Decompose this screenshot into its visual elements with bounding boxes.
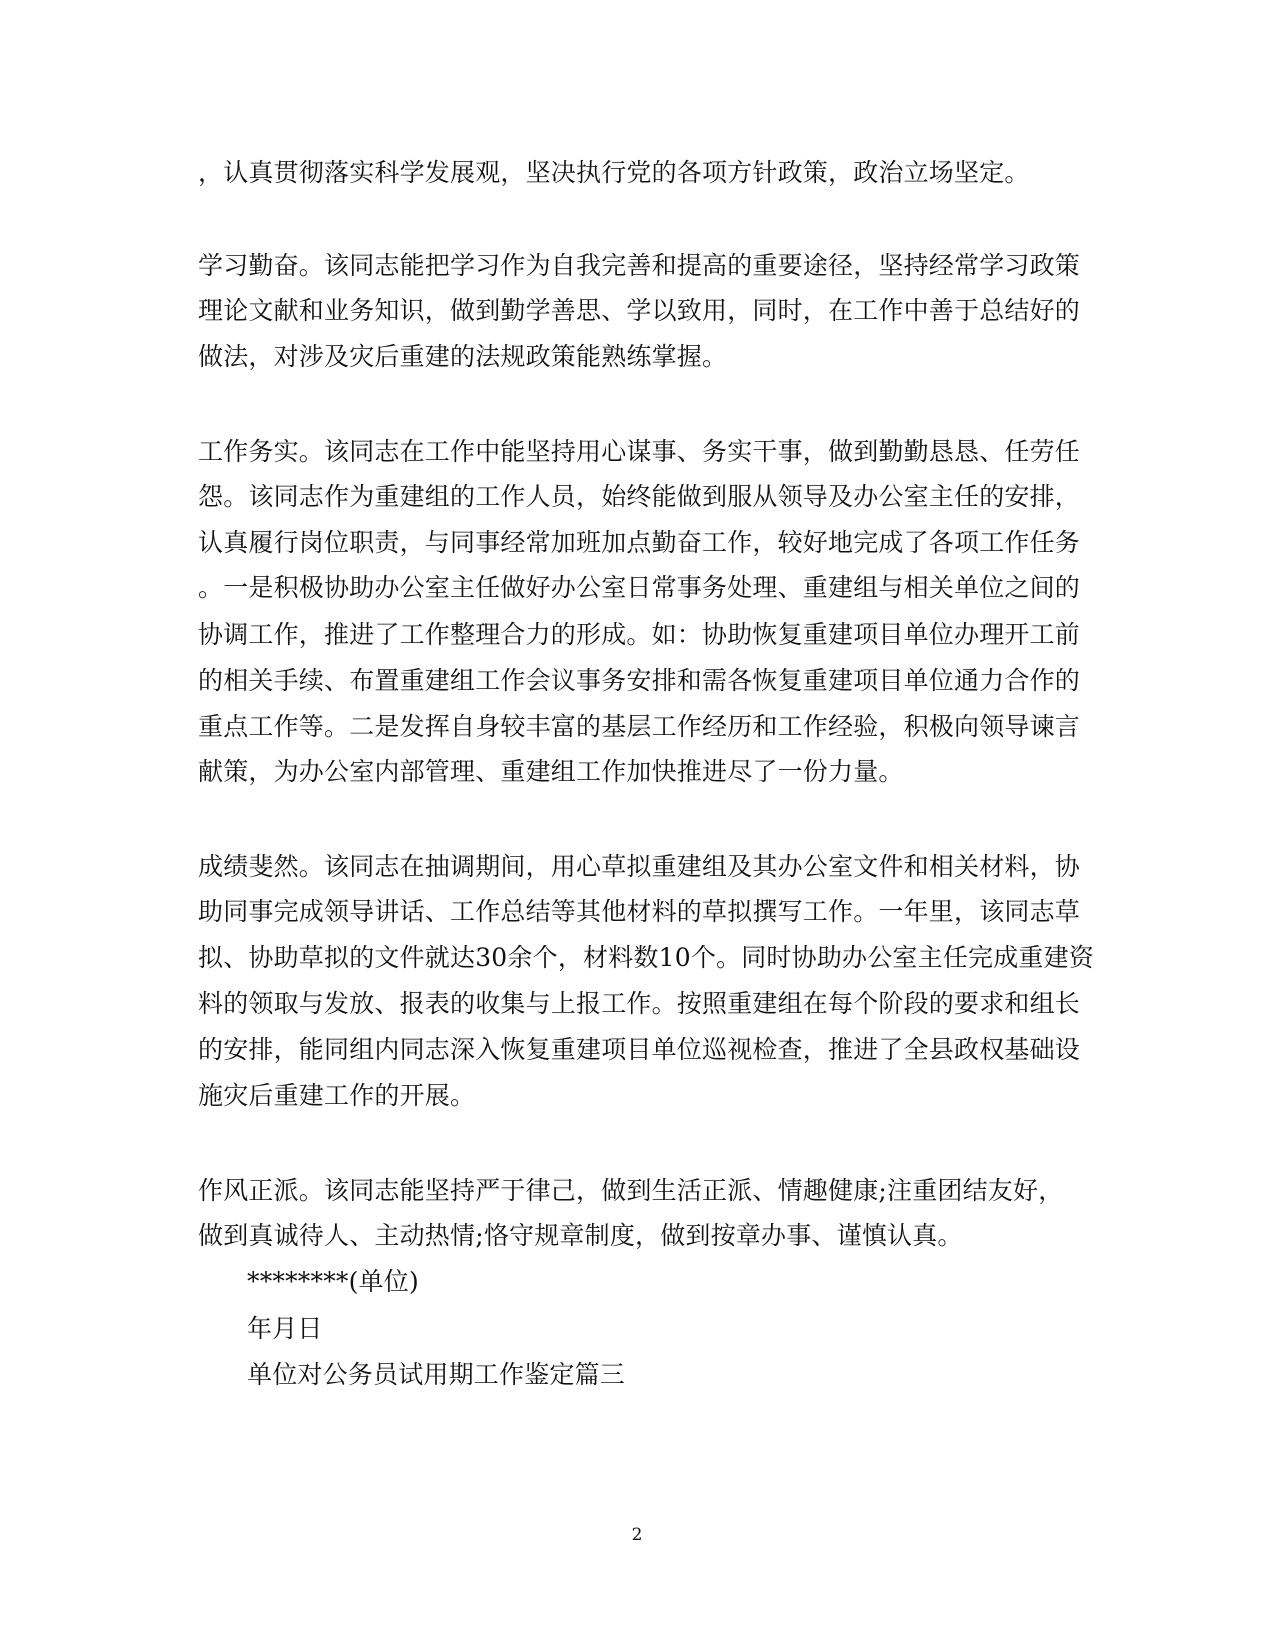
study-line-2: 理论文献和业务知识，做到勤学善思、学以致用，同时，在工作中善于总结好的: [198, 296, 1081, 325]
study-line-1: 学习勤奋。该同志能把学习作为自我完善和提高的重要途径，坚持经常学习政策: [198, 251, 1081, 280]
achievement-line-3: 拟、协助草拟的文件就达30余个，材料数10个。同时协助办公室主任完成重建资: [198, 943, 1095, 972]
work-line-7: 重点工作等。二是发挥自身较丰富的基层工作经历和工作经验，积极向领导谏言: [198, 712, 1081, 741]
next-section-title: 单位对公务员试用期工作鉴定篇三: [247, 1360, 626, 1389]
work-line-3: 认真履行岗位职责，与同事经常加班加点勤奋工作，较好地完成了各项工作任务: [198, 528, 1081, 557]
signature-unit: ********(单位): [247, 1267, 419, 1296]
work-line-5: 协调工作，推进了工作整理合力的形成。如：协助恢复重建项目单位办理开工前: [198, 620, 1081, 649]
work-line-4: 。一是积极协助办公室主任做好办公室日常事务处理、重建组与相关单位之间的: [198, 573, 1081, 602]
work-line-2: 怨。该同志作为重建组的工作人员，始终能做到服从领导及办公室主任的安排，: [198, 482, 1081, 511]
intro-line-1: ，认真贯彻落实科学发展观，坚决执行党的各项方针政策，政治立场坚定。: [198, 158, 1030, 187]
achievement-line-4: 料的领取与发放、报表的收集与上报工作。按照重建组在每个阶段的要求和组长: [198, 989, 1081, 1018]
achievement-line-5: 的安排，能同组内同志深入恢复重建项目单位巡视检查，推进了全县政权基础设: [198, 1035, 1081, 1064]
work-line-6: 的相关手续、布置重建组工作会议事务安排和需各恢复重建项目单位通力合作的: [198, 666, 1081, 695]
achievement-line-1: 成绩斐然。该同志在抽调期间，用心草拟重建组及其办公室文件和相关材料，协: [198, 852, 1081, 881]
achievement-line-2: 助同事完成领导讲话、工作总结等其他材料的草拟撰写工作。一年里，该同志草: [198, 897, 1081, 926]
style-line-1: 作风正派。该同志能坚持严于律己，做到生活正派、情趣健康;注重团结友好，: [198, 1176, 1064, 1205]
work-line-1: 工作务实。该同志在工作中能坚持用心谋事、务实干事，做到勤勤恳恳、任劳任: [198, 437, 1081, 466]
work-line-8: 献策，为办公室内部管理、重建组工作加快推进尽了一份力量。: [198, 757, 904, 786]
signature-date: 年月日: [247, 1314, 323, 1343]
study-line-3: 做法，对涉及灾后重建的法规政策能熟练掌握。: [198, 342, 728, 371]
achievement-line-6: 施灾后重建工作的开展。: [198, 1081, 476, 1110]
page-number: 2: [631, 1525, 643, 1545]
style-line-2: 做到真诚待人、主动热情;恪守规章制度，做到按章办事、谨慎认真。: [198, 1221, 963, 1250]
